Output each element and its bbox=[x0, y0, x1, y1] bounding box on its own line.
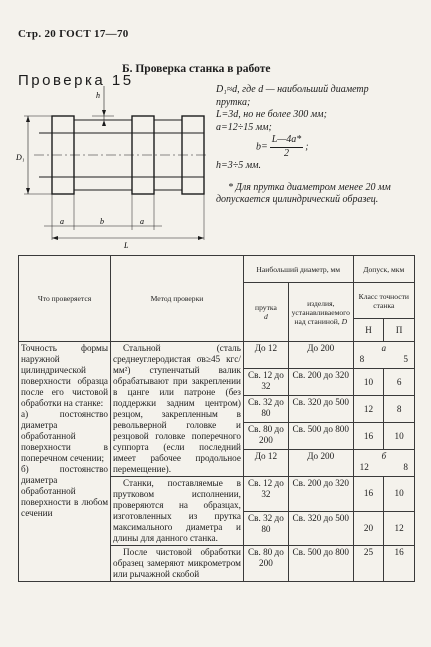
row-a-3-p: 8 bbox=[384, 396, 415, 423]
row-a-1-tol: а 8 5 bbox=[353, 342, 414, 369]
row-a-1-D: До 200 bbox=[288, 342, 353, 369]
row-b-3-d: Св. 32 до 80 bbox=[243, 511, 288, 546]
row-b-3-n: 20 bbox=[353, 511, 384, 546]
row-b-4-n: 25 bbox=[353, 546, 384, 582]
header-class: Класс точности станка bbox=[353, 283, 414, 319]
method-cell-2: Станки, поставляемые в прутковом исполнении, проверяются на образцах, изготовленных из прутка максимального диаметра и длины для данного станка. bbox=[111, 477, 244, 546]
param-line-3: L=3d, но не более 300 мм; bbox=[216, 109, 327, 120]
what-checked-cell: Точность формы наружной цилиндрической поверхности образца после его чистовой обработки на станке: а) постоянство диаметра обработанной поверхности в поперечном сечении; б) постоянство диаметра обработанной поверхности в любом сечении bbox=[19, 342, 111, 582]
header-max-diam: Наибольший диаметр, мм bbox=[243, 256, 353, 283]
row-a-3-D: Св. 320 до 500 bbox=[288, 396, 353, 423]
row-a-2-p: 6 bbox=[384, 369, 415, 396]
row-b-4-p: 16 bbox=[384, 546, 415, 582]
header-tolerance: Допуск, мкм bbox=[353, 256, 414, 283]
row-a-4-D: Св. 500 до 800 bbox=[288, 423, 353, 450]
row-a-4-n: 16 bbox=[353, 423, 384, 450]
header-class-n: Н bbox=[353, 319, 384, 342]
param-line-4: a=12÷15 мм; bbox=[216, 121, 272, 133]
param-line-2: прутка; bbox=[216, 96, 251, 108]
row-b-1-tol: б 12 8 bbox=[353, 450, 414, 477]
row-b-1-d: До 12 bbox=[243, 450, 288, 477]
row-b-2-n: 16 bbox=[353, 477, 384, 512]
row-a-4-d: Св. 80 до 200 bbox=[243, 423, 288, 450]
header-workpiece: изделия, устанавливаемого над станиной, D bbox=[288, 283, 353, 342]
header-class-p: П bbox=[384, 319, 415, 342]
specimen-diagram bbox=[14, 80, 214, 250]
label-l: L bbox=[124, 241, 129, 250]
label-h: h bbox=[96, 91, 100, 100]
label-b: b bbox=[100, 217, 104, 226]
method-cell-1: Стальной (сталь среднеуглеродистая σв≥45 кгс/мм²) ступенчатый валик обрабатывают при закреплении в цанге или патроне (без поддержки задним центром) резцом, закрепленным в револьверной головке и резцовой головке поперечного суппорта (если последний имеет рабочее продольное перемещение). bbox=[111, 342, 244, 477]
fraction: $\frac{L—4a*}{2}$ bbox=[271, 134, 302, 159]
row-b-3-D: Св. 320 до 500 bbox=[288, 511, 353, 546]
label-d1: D₁ bbox=[16, 153, 25, 162]
label-a-left: a bbox=[60, 217, 64, 226]
row-a-4-p: 10 bbox=[384, 423, 415, 450]
row-a-2-D: Св. 200 до 320 bbox=[288, 369, 353, 396]
check-title: Проверка 15 bbox=[18, 72, 134, 89]
footnote: * Для прутка диаметром менее 20 мм допускается цилиндрический образец. bbox=[216, 182, 391, 205]
row-a-2-n: 10 bbox=[353, 369, 384, 396]
param-b-formula: b= $\frac{L—4a*}{2}$ ; bbox=[256, 134, 309, 159]
section-title: Б. Проверка станка в работе bbox=[122, 63, 271, 75]
label-a-right: a bbox=[140, 217, 144, 226]
row-b-2-p: 10 bbox=[384, 477, 415, 512]
row-a-2-d: Св. 12 до 32 bbox=[243, 369, 288, 396]
row-a-3-n: 12 bbox=[353, 396, 384, 423]
parameters-block bbox=[216, 84, 416, 173]
row-b-1-D: До 200 bbox=[288, 450, 353, 477]
param-line-1: D₁≈d, где d — наибольший диаметр bbox=[216, 84, 369, 95]
header-what: Что проверяется bbox=[19, 256, 111, 342]
header-bar: прутка d bbox=[243, 283, 288, 342]
row-b-4-D: Св. 500 до 800 bbox=[288, 546, 353, 582]
page-header: Стр. 20 ГОСТ 17—70 bbox=[18, 28, 129, 40]
row-b-2-d: Св. 12 до 32 bbox=[243, 477, 288, 512]
row-b-4-d: Св. 80 до 200 bbox=[243, 546, 288, 582]
row-b-2-D: Св. 200 до 320 bbox=[288, 477, 353, 512]
row-b-3-p: 12 bbox=[384, 511, 415, 546]
row-a-1-d: До 12 bbox=[243, 342, 288, 369]
header-method: Метод проверки bbox=[111, 256, 244, 342]
method-cell-3: После чистовой обработки образец замеряют микрометром или рычажной скобой bbox=[111, 546, 244, 582]
row-a-3-d: Св. 32 до 80 bbox=[243, 396, 288, 423]
check-table bbox=[18, 255, 415, 582]
param-line-6: h=3÷5 мм. bbox=[216, 160, 261, 171]
